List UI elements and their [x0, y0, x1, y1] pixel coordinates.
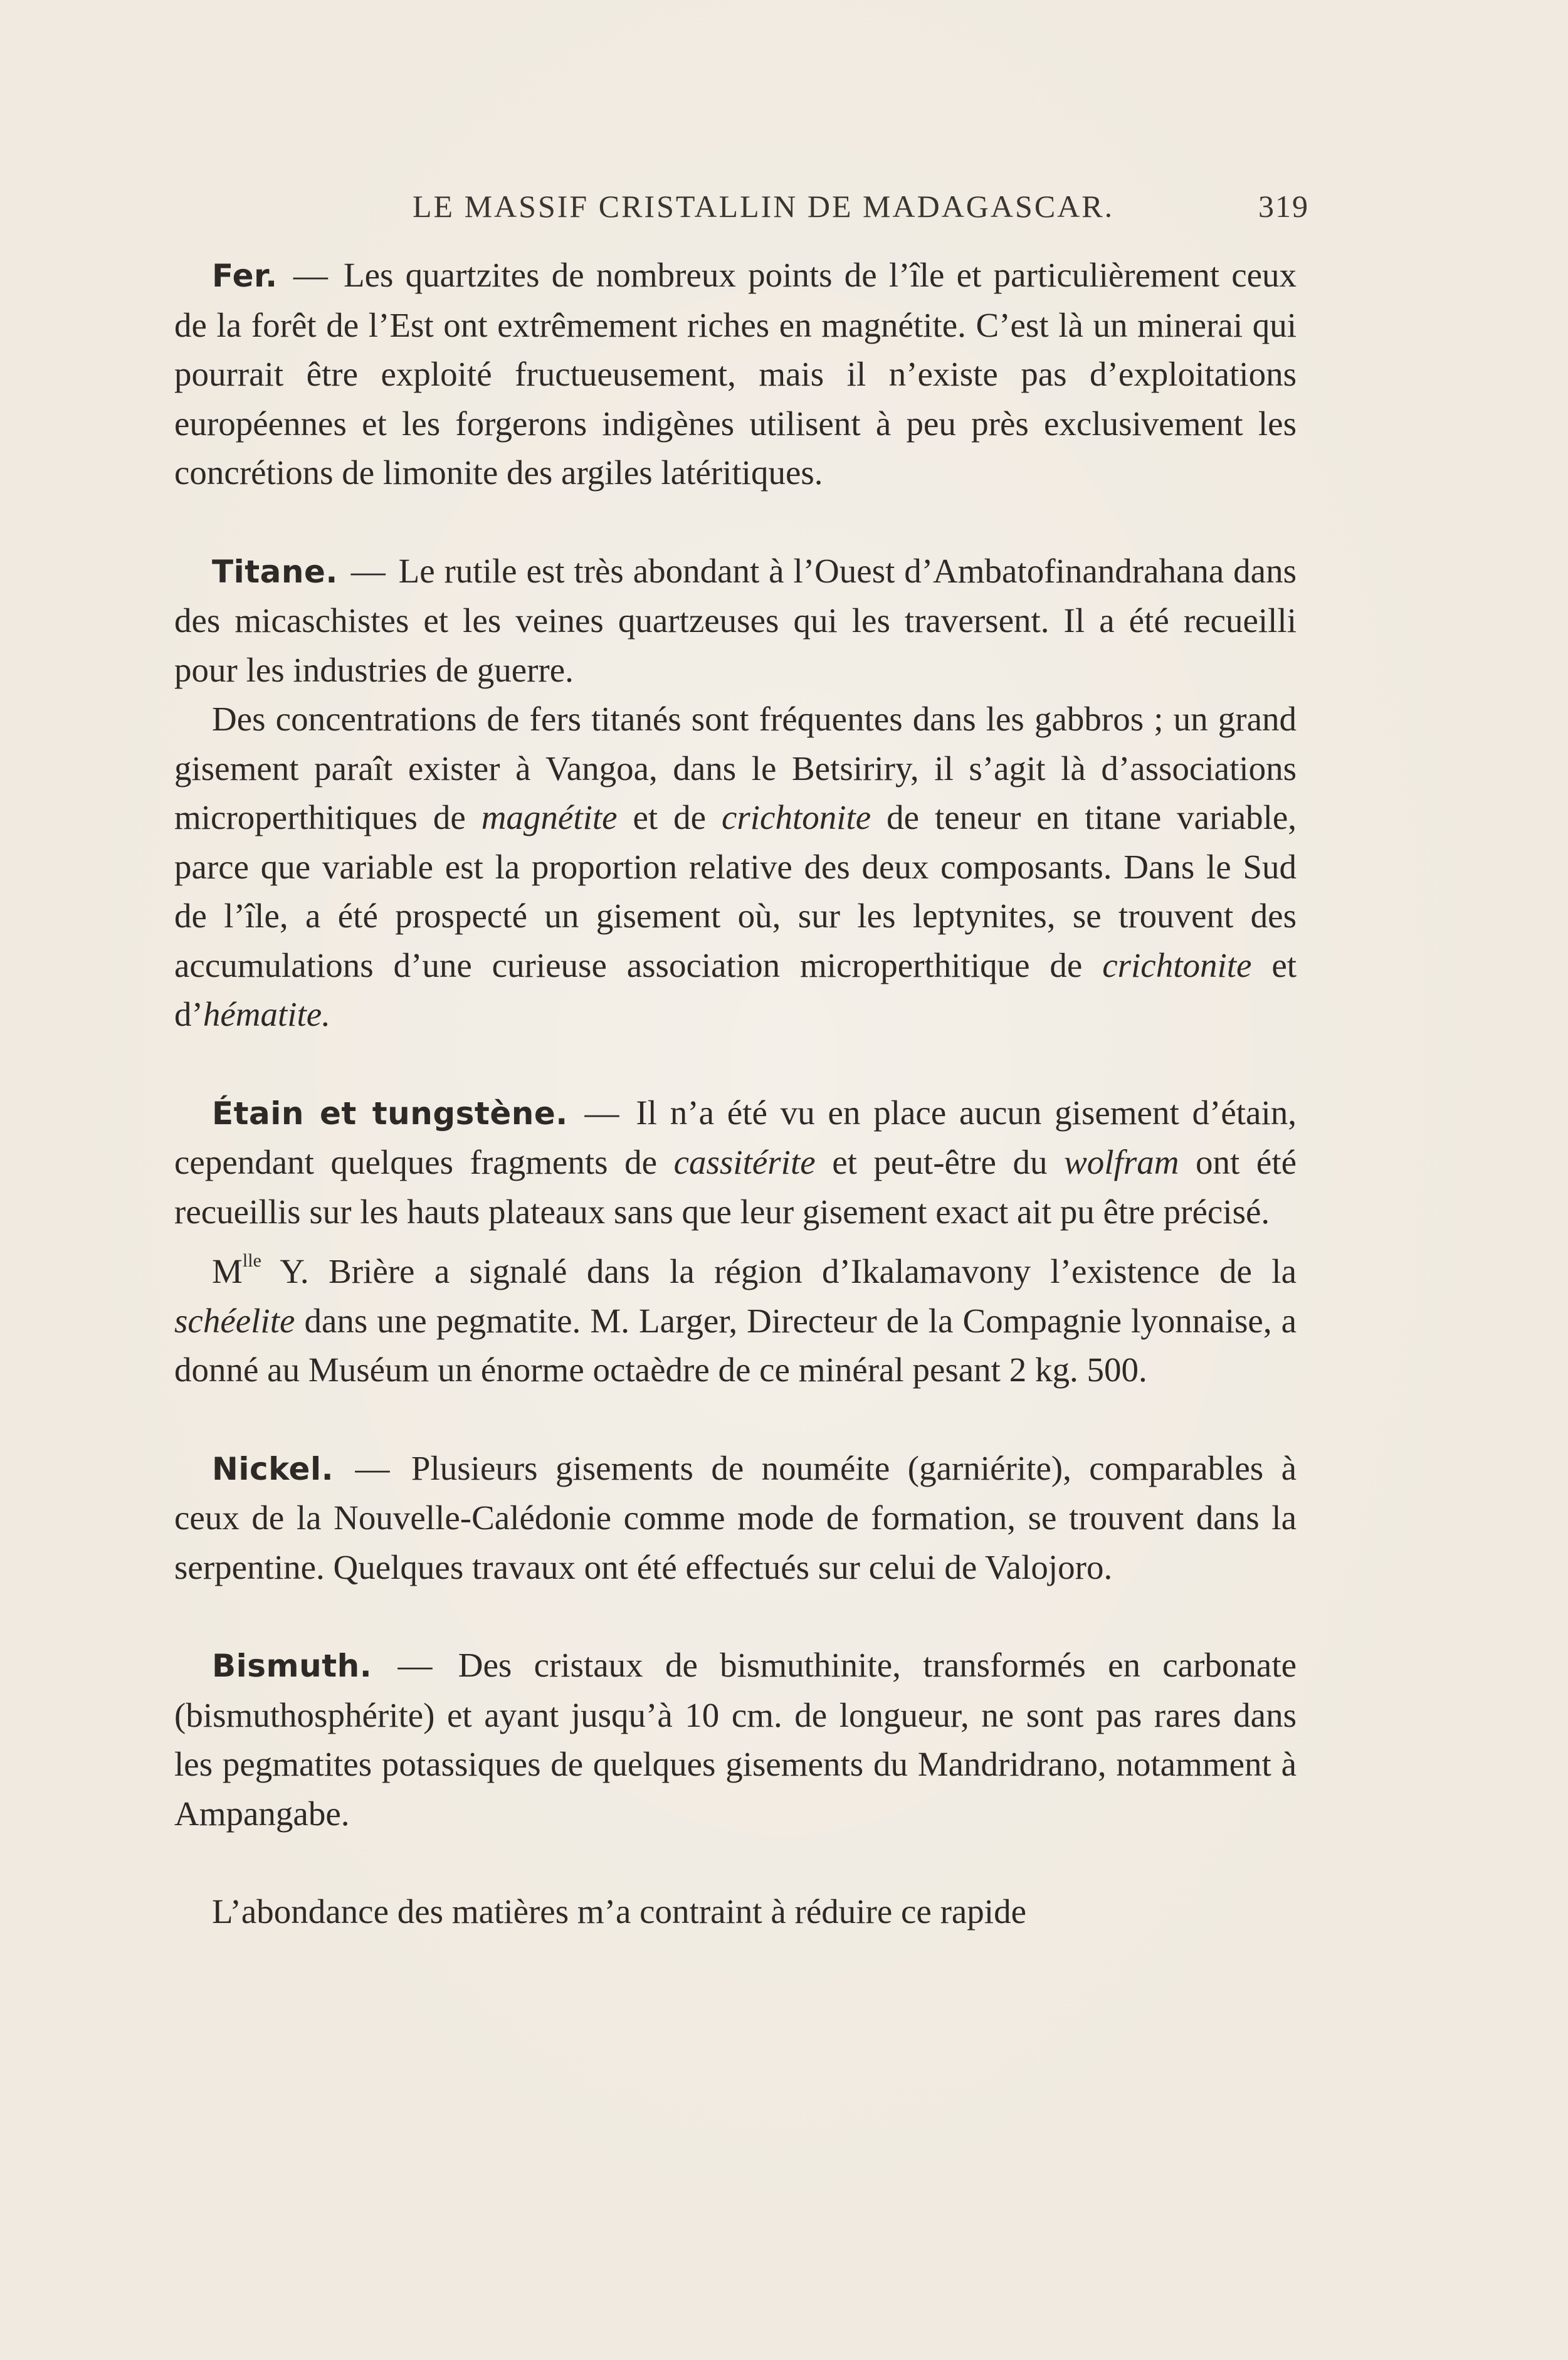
mineral-name: wolfram [1064, 1143, 1179, 1181]
section-heading-fer: Fer. [212, 258, 278, 294]
paragraph-nickel [174, 1444, 1297, 1593]
paragraph-text: et peut-être du [832, 1143, 1048, 1181]
paragraph-text: Y. Brière a signalé dans la région d’Ikalamavony l’existence de la [280, 1252, 1297, 1290]
paragraph-text: Les quartzites de nombreux points de l’île et particulièrement ceux de la forêt de l’Est ont extrêmement riches en magnétite. C’est là un minerai qui pourrait être exploité fructueusement, mais il n’existe pas d’exploitations européennes et les forgerons indigènes utilisent à peu près exclusivement les concrétions de limonite des argiles latéritiques. [174, 256, 1297, 492]
paragraph-bismuth [174, 1641, 1297, 1838]
paragraph-text: de teneur en titane variable, parce que variable est la proportion relative des deux composants. Dans le Sud de l’île, a été prospecté un gisement où, sur les leptynites, se trouvent des accumulations d’une curieuse association microperthitique de [174, 798, 1297, 984]
paragraph-etain [174, 1088, 1297, 1237]
paragraph-fer [174, 251, 1297, 498]
paragraph-titane [174, 547, 1297, 695]
title-abbrev-sup: lle [242, 1250, 261, 1271]
paragraph-text: ont été recueillis sur les hauts plateaux sans que leur gisement exact ait pu être précisé. [174, 1143, 1297, 1231]
mineral-name: crichtonite [721, 798, 871, 836]
paragraph-etain-2 [174, 1236, 1297, 1395]
title-abbrev: M [212, 1252, 243, 1290]
mineral-name: hématite. [203, 995, 330, 1033]
paragraph-titane-2 [174, 695, 1297, 1040]
paragraph-text: Des cristaux de bismuthinite, transformés en carbonate (bismuthosphérite) et ayant jusqu’à 10 cm. de longueur, ne sont pas rares dans les pegmatites potassiques de quelques gisements du Mandridrano, notamment à Ampangabe. [174, 1646, 1297, 1833]
section-heading-titane: Titane. [212, 553, 338, 590]
body-text [174, 251, 1297, 1937]
section-heading-bismuth: Bismuth. [212, 1648, 372, 1684]
paragraph-text: Des concentrations de fers titanés sont fréquentes dans les gabbros ; un grand gisement paraît exister à Vangoa, dans le Betsiriry, il s’agit là d’associations microperthitiques de [174, 700, 1297, 836]
dash: — [355, 1448, 390, 1487]
mineral-name: schéelite [174, 1301, 295, 1340]
dash: — [350, 551, 386, 590]
mineral-name: magnétite [481, 798, 618, 836]
paragraph-text: et de [633, 798, 707, 836]
section-heading-nickel: Nickel. [212, 1450, 334, 1487]
paragraph-closing [174, 1887, 1297, 1937]
dash: — [397, 1646, 433, 1684]
mineral-name: cassitérite [673, 1143, 816, 1181]
running-title: LE MASSIF CRISTALLIN DE MADAGASCAR. [413, 189, 1115, 224]
dash: — [293, 256, 328, 294]
mineral-name: crichtonite [1102, 946, 1252, 984]
running-head [174, 188, 1309, 232]
paragraph-text: et d’ [174, 946, 1297, 1033]
paragraph-text: Il n’a été vu en place aucun gisement d’étain, cependant quelques fragments de [174, 1093, 1297, 1181]
dash: — [584, 1093, 619, 1132]
page-number: 319 [1258, 189, 1309, 224]
paragraph-text: dans une pegmatite. M. Larger, Directeur de la Compagnie lyonnaise, a donné au Muséum un énorme octaèdre de ce minéral pesant 2 kg. 500. [174, 1301, 1297, 1389]
paragraph-text: Le rutile est très abondant à l’Ouest d’Ambatofinandrahana dans des micaschistes et les veines quartzeuses qui les traversent. Il a été recueilli pour les industries de guerre. [174, 551, 1297, 689]
section-heading-etain: Étain et tungstène. [212, 1095, 568, 1132]
paragraph-text: L’abondance des matières m’a contraint à réduire ce rapide [212, 1892, 1026, 1931]
paragraph-text: Plusieurs gisements de nouméite (garniérite), comparables à ceux de la Nouvelle-Calédonie comme mode de formation, se trouvent dans la serpentine. Quelques travaux ont été effectués sur celui de Valojoro. [174, 1448, 1297, 1586]
